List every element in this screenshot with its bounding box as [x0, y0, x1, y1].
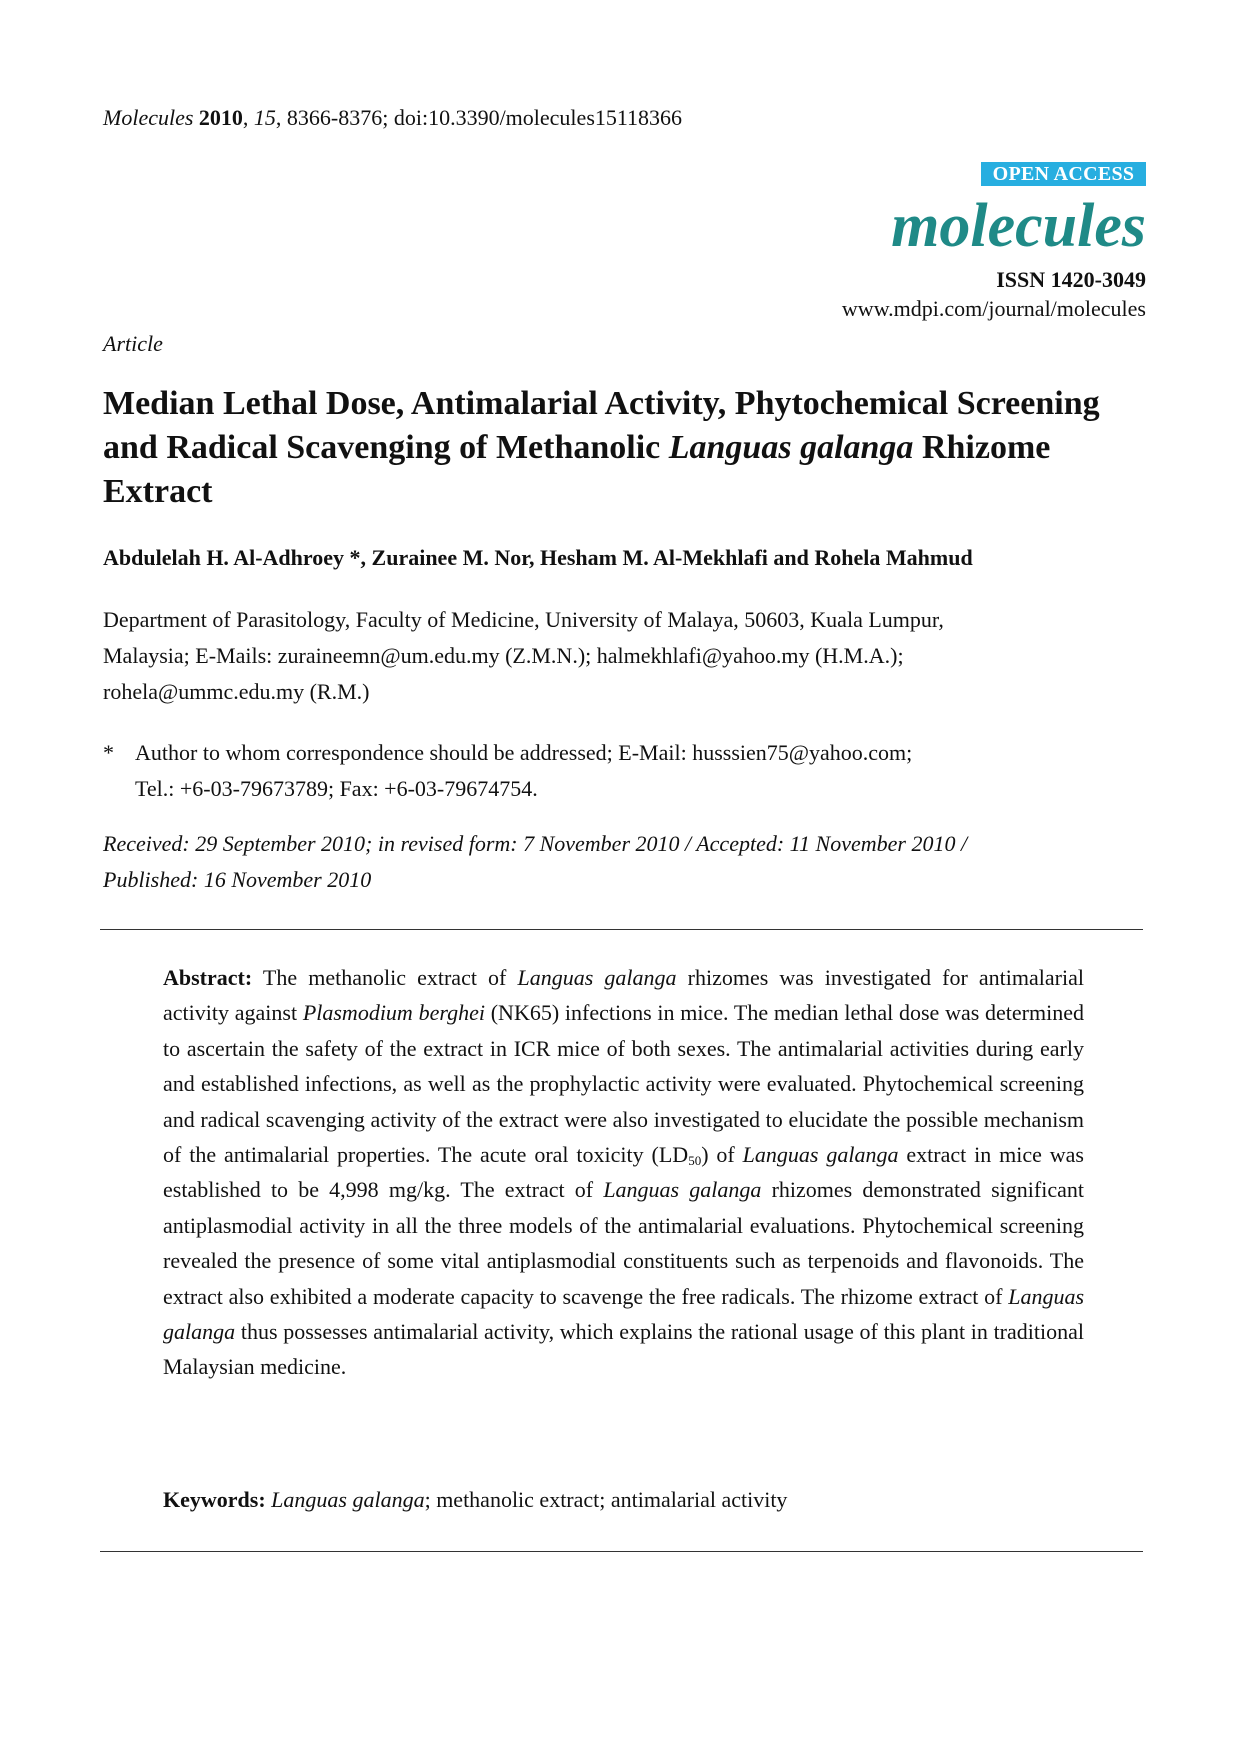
article-type: Article: [103, 331, 163, 356]
abstract-text: rhizomes was investigated for antimalarial activity against: [163, 965, 1084, 1026]
citation-pages-doi: , 8366-8376; doi:10.3390/molecules15118366: [275, 105, 683, 130]
species-name: Languas galanga: [603, 1177, 762, 1203]
title-space: [792, 429, 801, 466]
journal-logo: molecules: [891, 192, 1146, 260]
correspondence-line: Author to whom correspondence should be addressed; E-Mail: husssien75@yahoo.com;: [135, 740, 913, 765]
abstract-text: thus possesses antimalarial activity, which explains the rational usage of this plant in traditional Malaysian medicine.: [163, 1319, 1084, 1380]
title-text: Median Lethal Dose, Antimalarial Activity, Phytochemical Screening and Radical Scavenging of Methanolic: [103, 385, 1100, 466]
journal-url[interactable]: www.mdpi.com/journal/molecules: [841, 296, 1146, 321]
dates-line: Received: 29 September 2010; in revised form: 7 November 2010 / Accepted: 11 November 2010 /: [103, 831, 968, 856]
correspondence-line: Tel.: +6-03-79673789; Fax: +6-03-79674754.: [135, 776, 538, 801]
affiliation: [103, 602, 1153, 710]
abstract: [163, 960, 1084, 1385]
ld-subscript: 50: [688, 1153, 702, 1169]
abstract-text: (NK65) infections in mice. The median lethal dose was determined to ascertain the safety of the extract in ICR mice of both sexes. The antimalarial activities during early and established infections, as well as the prophylactic activity were evaluated. Phytochemical screening and radical scavenging activity of the extract were also investigated to elucidate the possible mechanism of the antimalarial properties. The acute oral toxicity (LD: [163, 1000, 1084, 1168]
abstract-text: The methanolic extract of: [252, 965, 518, 990]
divider-bottom: [100, 1551, 1143, 1552]
title-species-epithet: galanga: [800, 429, 914, 466]
citation-volume: 15: [253, 105, 276, 130]
species-name: Languas galanga: [517, 965, 677, 990]
affiliation-line: Department of Parasitology, Faculty of Medicine, University of Malaya, 50603, Kuala Lumpur,: [103, 607, 944, 632]
issn: ISSN 1420-3049: [996, 267, 1146, 292]
publication-dates: [103, 826, 1163, 898]
abstract-text: ) of: [701, 1142, 743, 1168]
keyword-species: Languas galanga: [271, 1487, 425, 1512]
keywords: [163, 1485, 787, 1515]
affiliation-line: Malaysia; E-Mails: zuraineemn@um.edu.my (Z.M.N.); halmekhlafi@yahoo.my (H.M.A.);: [103, 643, 904, 668]
title-text-end: Rhizome Extract: [103, 429, 1051, 510]
divider-top: [100, 929, 1143, 930]
abstract-label: Abstract:: [163, 965, 253, 990]
affiliation-line: rohela@ummc.edu.my (R.M.): [103, 679, 370, 704]
abstract-text: extract in mice was established to be 4,998 mg/kg. The extract of: [163, 1142, 1084, 1203]
abstract-text: rhizomes demonstrated significant antiplasmodial activity in all the three models of the antimalarial evaluations. Phytochemical screening revealed the presence of some vital antiplasmodial constituents such as terpenoids and flavonoids. The extract also exhibited a moderate capacity to scavenge the free radicals. The rhizome extract of: [163, 1177, 1084, 1309]
citation-line: [103, 104, 682, 132]
keywords-label: Keywords:: [163, 1487, 266, 1512]
author-list: Abdulelah H. Al-Adhroey *, Zurainee M. Nor, Hesham M. Al-Mekhlafi and Rohela Mahmud: [103, 545, 973, 570]
citation-separator: ,: [242, 105, 254, 130]
citation-year: 2010: [198, 105, 243, 130]
keywords-rest: ; methanolic extract; antimalarial activity: [424, 1487, 788, 1512]
species-name: Plasmodium berghei: [302, 1000, 485, 1026]
correspondence-note: [103, 735, 1153, 807]
citation-journal: Molecules: [103, 105, 194, 130]
dates-line: Published: 16 November 2010: [103, 867, 372, 892]
asterisk-marker: *: [103, 740, 114, 765]
title-species-genus: Languas: [668, 429, 792, 466]
species-name: Languas galanga: [742, 1142, 899, 1168]
paper-title: [103, 382, 1153, 514]
open-access-badge: OPEN ACCESS: [981, 162, 1146, 186]
species-name: Languas galanga: [163, 1283, 1084, 1345]
